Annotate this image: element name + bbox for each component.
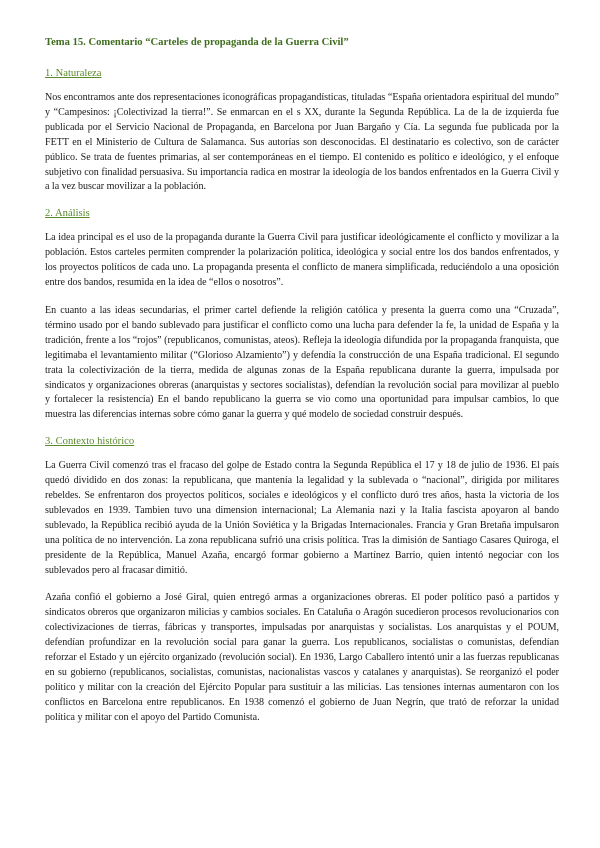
document-title: Tema 15. Comentario “Carteles de propaganda de la Guerra Civil” (45, 37, 349, 48)
paragraph-contexto-guerra-civil: La Guerra Civil comenzó tras el fracaso del golpe de Estado contra la Segunda República el 17 y 18 de julio de 1936. El país quedó dividido en dos zonas: la republicana, que mantenía la legalidad y la sublevada o “nacional”, dirigida por militares rebeldes. Se enfrentaron dos proyectos políticos, sociales e ideológicos y el conflicto duró tres años, hasta la victoria de los sublevados en 1939. Tambien tuvo una dimension internacional; La Alemania nazi y la Italia fascista apoyaron al bando sublevado, la República recibió ayuda de la Unión Soviética y la Brigadas Internacionales. Francia y Gran Bretaña impulsaron una política de no intervención. La zona republicana sufrió una crisis política. Tras la dimisión de Santiago Casares Quiroga, el presidente de la República, Manuel Azaña, encargó formar gobierno a Martínez Barrio, quien intentó negociar con los sublevados pero al fracasar dimitió. (45, 460, 559, 576)
paragraph-naturaleza: Nos encontramos ante dos representaciones iconográficas propagandísticas, tituladas “España orientadora espiritual del mundo” y “Campesinos: ¡Colectivizad la tierra!”. Se enmarcan en el s XX, durante la Segunda República. La de la de izquierda fue publicada por el Servicio Nacional de Propaganda, en Barcelona por Juan Bargaño y Cía. La segunda fue publicada por la FETT en el Ministerio de Cultura de Salamanca. Sus autorías son desconocidas. El destinatario es colectivo, son de carácter público. Se trata de fuentes primarias, al ser contemporáneas en el tiempo. El contenido es político e ideológico, y el enfoque subjetivo con finalidad persuasiva. Su importancia radica en mostrar la ideología de los bandos enfrentados en la Guerra Civil y a la vez buscar movilizar a la población. (45, 92, 559, 193)
section-heading-naturaleza: 1. Naturaleza (45, 68, 102, 79)
section-heading-analisis: 2. Análisis (45, 208, 90, 220)
section-heading-contexto-historico: 3. Contexto histórico (45, 436, 135, 448)
document-page (45, 36, 559, 726)
paragraph-analisis-ideas-secundarias: En cuanto a las ideas secundarias, el primer cartel defiende la religión católica y presenta la guerra como una “Cruzada”, término usado por el bando sublevado para justificar el conflicto como una lucha para defender la fe, la unidad de España y la tradición, frente a los “rojos” (republicanos, comunistas, ateos). Refleja la ideología difundida por la propaganda franquista, que legitimaba el levantamiento militar (“Glorioso Alzamiento”) y defendía la construcción de una España tradicional. El segundo trata la colectivización de la tierra, medida de algunas zonas de la España republicana durante la guerra, impulsada por sindicatos y organizaciones obreras (anarquistas y sectores socialistas), defendían la revolución social para movilizar al pueblo y fortalecer la resistencia) En el bando republicano la guerra se vio como una oportunidad para impulsar cambios, lo que muestra las diferencias internas sobre cómo ganar la guerra y qué modelo de sociedad construir después. (45, 304, 559, 421)
paragraph-analisis-idea-principal: La idea principal es el uso de la propaganda durante la Guerra Civil para justificar ideológicamente el conflicto y movilizar a la población. Estos carteles permiten comprender la polarización política, ideológica y social entre los dos bandos enfrentados, y los proyectos políticos de cada uno. La propaganda presenta el conflicto de manera simplificada, reduciéndolo a una oposición entre dos bandos, resumida en la idea de “ellos o nosotros”. (45, 232, 559, 289)
paragraph-contexto-gobiernos: Azaña confió el gobierno a José Giral, quien entregó armas a organizaciones obreras. El poder político pasó a partidos y sindicatos obreros que organizaron milicias y cambios sociales. En Cataluña o Aragón sucedieron procesos revolucionarios con colectivizaciones de tierras, fábricas y transportes, impulsadas por anarquistas y socialistas. Los anarquistas y el POUM, defendían profundizar en la revolución social para ganar la guerra. Los republicanos, socialistas o comunistas, defendían reforzar el Estado y un ejército organizado (revolución social). En 1936, Largo Caballero intentó unir a las fuerzas republicanas en su gobierno (republicanos, socialistas, comunistas, nacionalistas vascos y catalanes y anarquistas). Se reorganizó el poder político y militar con la creación del Ejército Popular para sustituir a las milicias. Las tensiones internas aumentaron con los conflictos en Barcelona entre republicanos. En 1938 comenzó el gobierno de Juan Negrín, que trató de reforzar la unidad política y militar con el apoyo del Partido Comunista. (45, 592, 559, 723)
